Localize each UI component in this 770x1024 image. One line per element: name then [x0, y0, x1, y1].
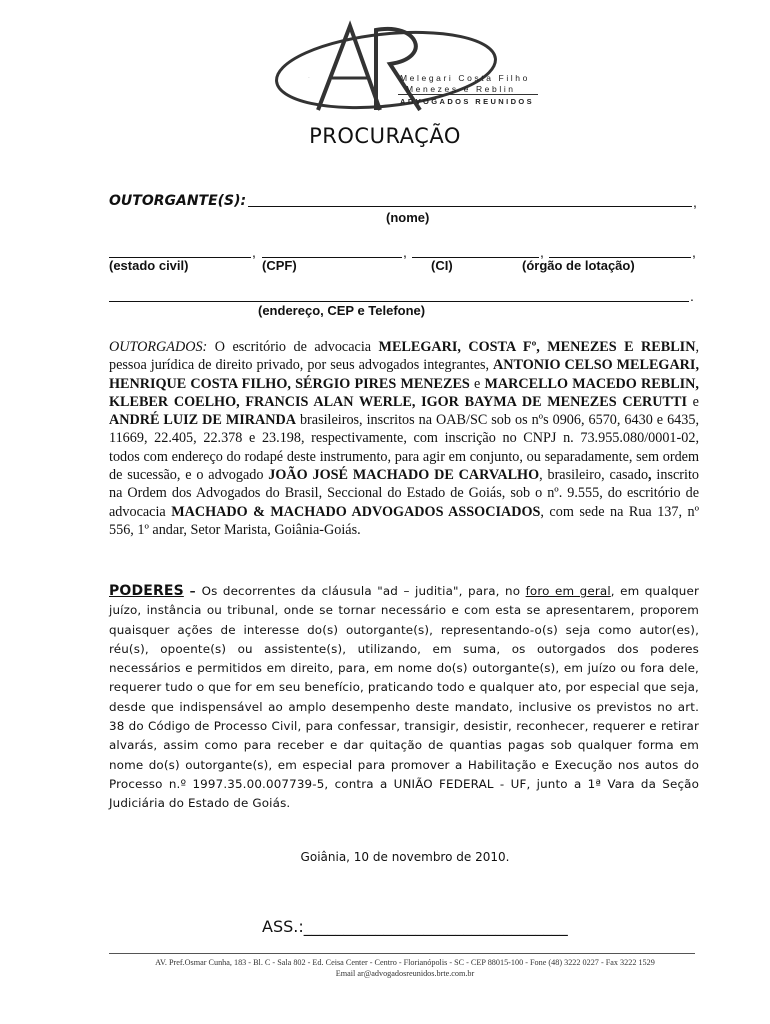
text: O escritório de advocacia — [207, 339, 379, 355]
orgao-field-line[interactable] — [549, 243, 691, 258]
comma: , — [252, 244, 256, 260]
lawyer-names: ANTONIO CELSO MELEGARI, HENRIQUE COSTA FILHO, SÉRGIO PIRES MENEZES — [109, 357, 700, 392]
comma: , — [540, 244, 544, 260]
poderes-paragraph — [109, 582, 699, 814]
outorgados-label: OUTORGADOS: — [109, 339, 208, 355]
signature-label: ASS.: — [262, 917, 304, 936]
comma: , — [692, 244, 696, 260]
text: brasileiros, inscritos na OAB/SC sob os nºs 0906, 6570, 6430 e 6435, 11669, 22.405, 22.378 e 23.198, respectivamente, com inscrição no CNPJ n. 73.955.080/0001-02, todos com endereço do rodapé deste instrumento, para agir em conjunto, ou separadamente, sem ordem de sucessão, e o advogado — [109, 412, 699, 484]
lawyer-names: MARCELLO MACEDO REBLIN, KLEBER COELHO, FRANCIS ALAN WERLE, IGOR BAYMA DE MENEZES CERUTTI — [109, 375, 699, 410]
address-field-line[interactable] — [109, 287, 689, 302]
name-caption: (nome) — [386, 210, 430, 225]
date-line: Goiânia, 10 de novembro de 2010. — [300, 850, 510, 864]
outorgante-label: OUTORGANTE(S): — [109, 193, 247, 209]
outorgados-paragraph — [109, 338, 699, 539]
logo-divider — [398, 94, 538, 95]
text: , em qualquer juízo, instância ou tribunal, onde se tornar necessário e com esta se apresentarem, proporem quaisquer ações de interesse do(s) outorgante(s), representando-o(s) seja como autor(es), réu(s), opoente(s) ou assistente(s), utilizando, em suma, os outorgados dos poderes necessários e permitidos em direito, para, em nome do(s) outorgante(s), em juízo ou fora dele, requerer tudo o que for em seu benefício, praticando todo e qualquer ato, por especial que seja, desde que indispensável ao amplo desempenho deste mandato, inclusive os previstos no art. 38 do Código de Processo Civil, para confessar, transigir, desistir, reconhecer, requerer e retirar alvarás, assim como para receber e dar quitação de quantias pagas sob qualquer forma em nome do(s) outorgante(s), em especial para promover a Habilitação e Execução nos autos do Processo n.º 1997.35.00.007739-5, contra a UNIÃO FEDERAL - UF, junto a 1ª Vara da Seção Judiciária do Estado de Goiás. — [109, 584, 699, 811]
text: e — [469, 375, 485, 392]
ci-caption: (CI) — [431, 258, 453, 273]
lawyer-name: JOÃO JOSÉ MACHADO DE CARVALHO — [268, 467, 540, 484]
signature-line[interactable] — [262, 917, 568, 936]
ci-field-line[interactable] — [412, 243, 539, 258]
name-field-line[interactable] — [248, 192, 692, 207]
period: . — [690, 288, 694, 304]
poderes-label: PODERES — [109, 583, 184, 599]
logo-line-2: Menezes e Reblin — [406, 84, 516, 94]
text: inscrito na Ordem dos Advogados do Brasil, Seccional do Estado de Goiás, sob o nº. 9.555, do escritório de advocacia — [109, 467, 699, 520]
text: – — [183, 584, 202, 598]
footer-divider — [109, 953, 695, 954]
comma: , — [403, 244, 407, 260]
logo-monogram-text: AR — [308, 78, 310, 79]
text: , — [648, 467, 652, 484]
underlined-text: foro em geral — [525, 584, 611, 598]
orgao-caption: (órgão de lotação) — [522, 258, 635, 273]
firm-name: MACHADO & MACHADO ADVOGADOS ASSOCIADOS — [171, 503, 541, 520]
text: e — [686, 393, 699, 410]
footer-email: Email ar@advogadosreunidos.brte.com.br — [335, 969, 475, 978]
firm-name: MELEGARI, COSTA Fº, MENEZES E REBLIN — [378, 339, 696, 355]
signature-blank: _________________________________ — [303, 917, 568, 936]
address-caption: (endereço, CEP e Telefone) — [258, 303, 426, 318]
text: , com sede na Rua 137, nº 556, 1º andar, Setor Marista, Goiânia-Goiás. — [109, 503, 699, 538]
logo-line-1: Melegari Costa Filho — [400, 73, 530, 83]
cpf-field-line[interactable] — [262, 243, 402, 258]
footer-address: AV. Pref.Osmar Cunha, 183 - Bl. C - Sala 802 - Ed. Ceisa Center - Centro - Florianópolis - SC - CEP 88015-100 - Fone (48) 3222 0227 - Fax 3222 1529 — [155, 958, 655, 967]
estado-civil-caption: (estado civil) — [109, 258, 189, 273]
document-title: PROCURAÇÃO — [309, 124, 461, 148]
logo-line-3: ADVOGADOS REUNIDOS — [400, 97, 535, 106]
text: Os decorrentes da cláusula "ad – juditia", para, no — [201, 584, 526, 598]
estado-civil-field-line[interactable] — [109, 243, 251, 258]
cpf-caption: (CPF) — [262, 258, 297, 273]
text: , brasileiro, casado — [539, 467, 649, 484]
comma: , — [693, 194, 697, 210]
lawyer-names: ANDRÉ LUIZ DE MIRANDA — [109, 412, 296, 429]
text: , pessoa jurídica de direito privado, por seus advogados integrantes, — [109, 339, 699, 374]
